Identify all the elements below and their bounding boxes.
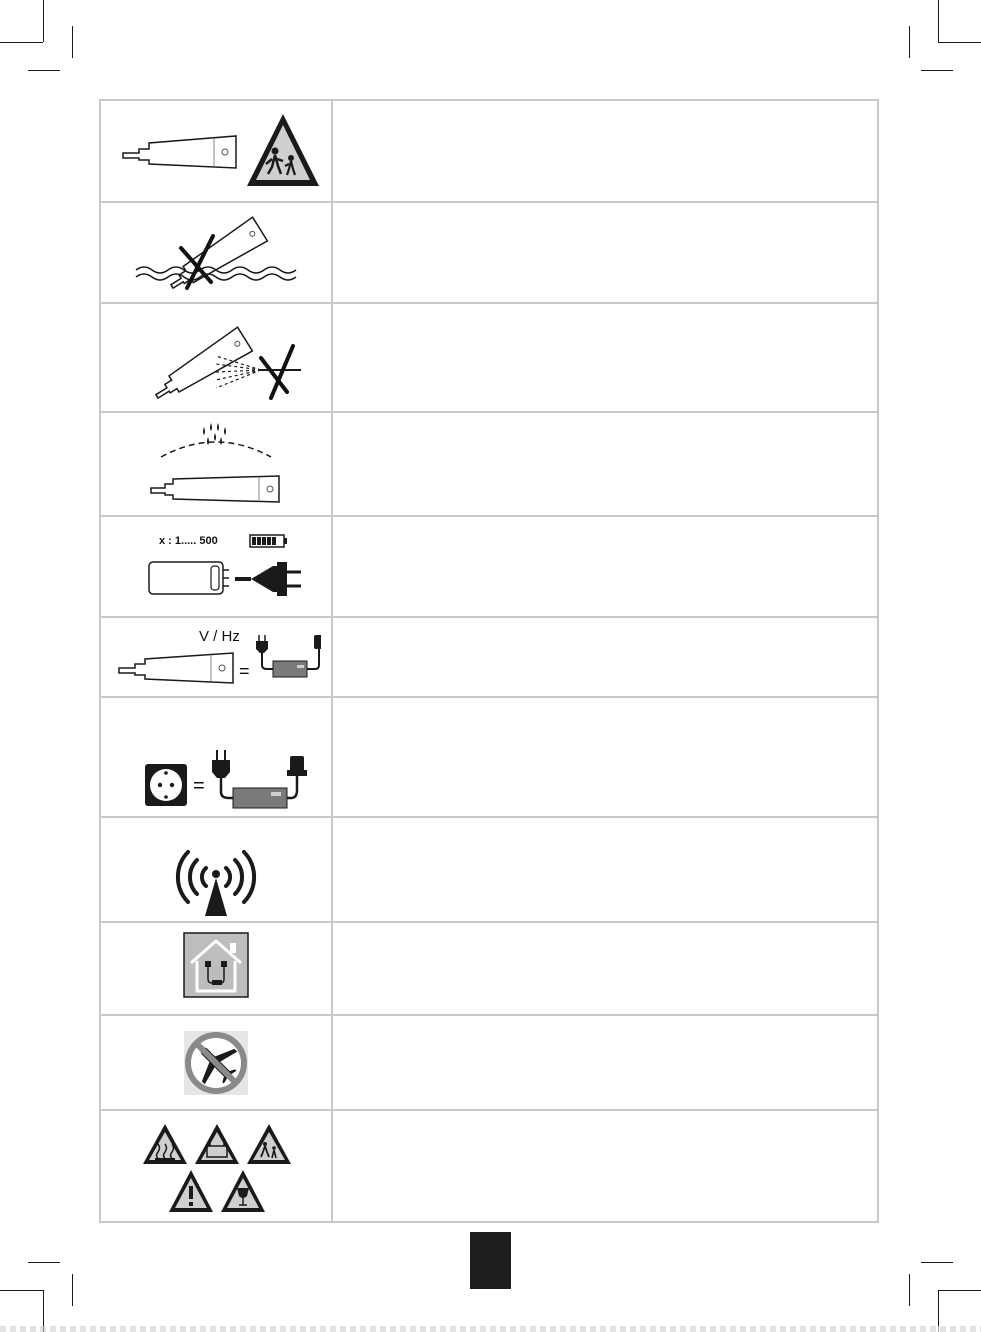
crop-mark [938,1290,981,1291]
equals-label: = [239,661,250,681]
crop-mark [43,0,44,42]
crop-mark [909,1274,910,1306]
pictogram-cell [100,516,332,617]
crop-mark [921,70,953,71]
table-row-charge-cycles [100,516,878,617]
pictogram-cell [100,1015,332,1110]
description-cell [332,100,878,202]
crop-mark [72,1274,73,1306]
battery-warning-icon [195,1124,239,1164]
crop-mark [909,26,910,58]
crop-mark [72,26,73,58]
pictogram-cell [100,617,332,697]
pictogram-cell [100,303,332,412]
pictogram-cell [100,100,332,202]
table-row-indoor-use [100,922,878,1015]
table-row-no-water [100,202,878,303]
plug-icon [235,562,301,596]
equals-label: = [193,775,205,797]
crop-mark [28,70,60,71]
battery-icon [250,535,287,547]
prohibited-cross-icon [261,346,293,398]
cycle-count-label: x : 1..... 500 [159,534,218,547]
children-warning-icon [247,1124,291,1164]
description-cell [332,516,878,617]
description-cell [332,1015,878,1110]
print-registration-strip [0,1326,981,1332]
voltage-label: V / Hz [199,628,240,645]
crop-mark [938,42,981,43]
device-icon [149,562,229,594]
crop-mark [0,42,43,43]
table-row-children-warning [100,100,878,202]
device-icon [119,653,233,683]
table-row-no-aircraft [100,1015,878,1110]
pictogram-cell [100,1110,332,1222]
charger-icon [256,635,321,677]
pictogram-cell [100,202,332,303]
description-cell [332,303,878,412]
crop-mark [28,1262,60,1263]
charger-icon [212,750,307,808]
device-icon [164,217,268,296]
fragile-warning-icon [221,1170,265,1212]
description-cell [332,412,878,516]
pictogram-cell [100,697,332,817]
dripping-water-icon [161,423,271,457]
pictogram-cell [100,817,332,922]
page-number-tab [470,1232,511,1289]
crop-mark [921,1262,953,1263]
description-cell [332,617,878,697]
pictogram-cell [100,412,332,516]
table-row-no-drip [100,412,878,516]
device-icon [123,136,236,168]
safety-pictogram-table [99,99,879,1223]
table-row-no-spray [100,303,878,412]
crop-mark [938,0,939,42]
description-cell [332,1110,878,1222]
hot-surface-warning-icon [143,1124,187,1164]
crop-mark [0,1290,43,1291]
children-warning-icon [247,114,319,186]
table-row-voltage-check [100,617,878,697]
no-airplane-icon [184,1031,248,1095]
pictogram-cell [100,922,332,1015]
description-cell [332,697,878,817]
description-cell [332,817,878,922]
radio-interference-icon [178,852,254,916]
house-charger-icon [184,933,248,997]
socket-icon [145,764,187,806]
description-cell [332,202,878,303]
description-cell [332,922,878,1015]
table-row-radio-interference [100,817,878,922]
table-row-general-warnings [100,1110,878,1222]
table-row-socket-match [100,697,878,817]
exclamation-warning-icon [169,1170,213,1212]
device-icon [151,476,279,502]
